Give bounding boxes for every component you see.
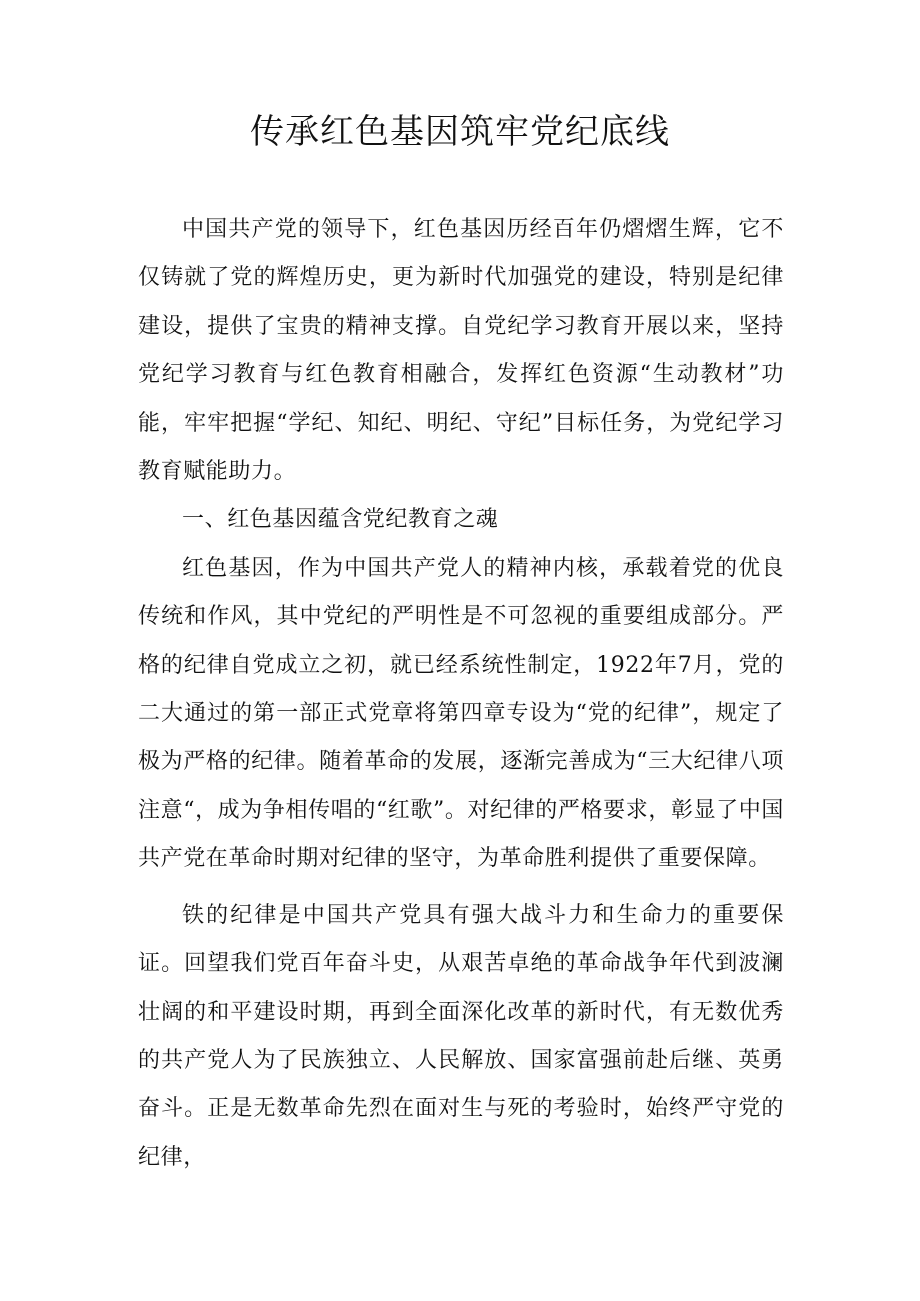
document-body <box>138 206 784 1182</box>
document-title: 传承红色基因筑牢党纪底线 <box>250 112 670 152</box>
paragraph-red-gene: 红色基因，作为中国共产党人的精神内核，承载着党的优良传统和作风，其中党纪的严明性是不可忽视的重要组成部分。严格的纪律自党成立之初，就已经系统性制定，1922年7月，党的二大通过的第一部正式党章将第四章专设为“党的纪律”，规定了极为严格的纪律。随着革命的发展，逐渐完善成为“三大纪律八项注意“，成为争相传唱的“红歌”。对纪律的严格要求，彰显了中国共产党在革命时期对纪律的坚守，为革命胜利提供了重要保障。 <box>138 555 784 872</box>
paragraph-intro: 中国共产党的领导下，红色基因历经百年仍熠熠生辉，它不仅铸就了党的辉煌历史，更为新时代加强党的建设，特别是纪律建设，提供了宝贵的精神支撑。自党纪学习教育开展以来，坚持党纪学习教育与红色教育相融合，发挥红色资源“生动教材”功能，牢牢把握“学纪、知纪、明纪、守纪”目标任务，为党纪学习教育赋能助力。 <box>138 217 784 485</box>
section-heading-1: 一、红色基因蕴含党纪教育之魂 <box>182 507 499 533</box>
paragraph-iron-discipline: 铁的纪律是中国共产党具有强大战斗力和生命力的重要保证。回望我们党百年奋斗史，从艰苦卓绝的革命战争年代到波澜壮阔的和平建设时期，再到全面深化改革的新时代，有无数优秀的共产党人为了民族独立、人民解放、国家富强前赴后继、英勇奋斗。正是无数革命先烈在面对生与死的考验时，始终严守党的纪律， <box>138 902 784 1170</box>
